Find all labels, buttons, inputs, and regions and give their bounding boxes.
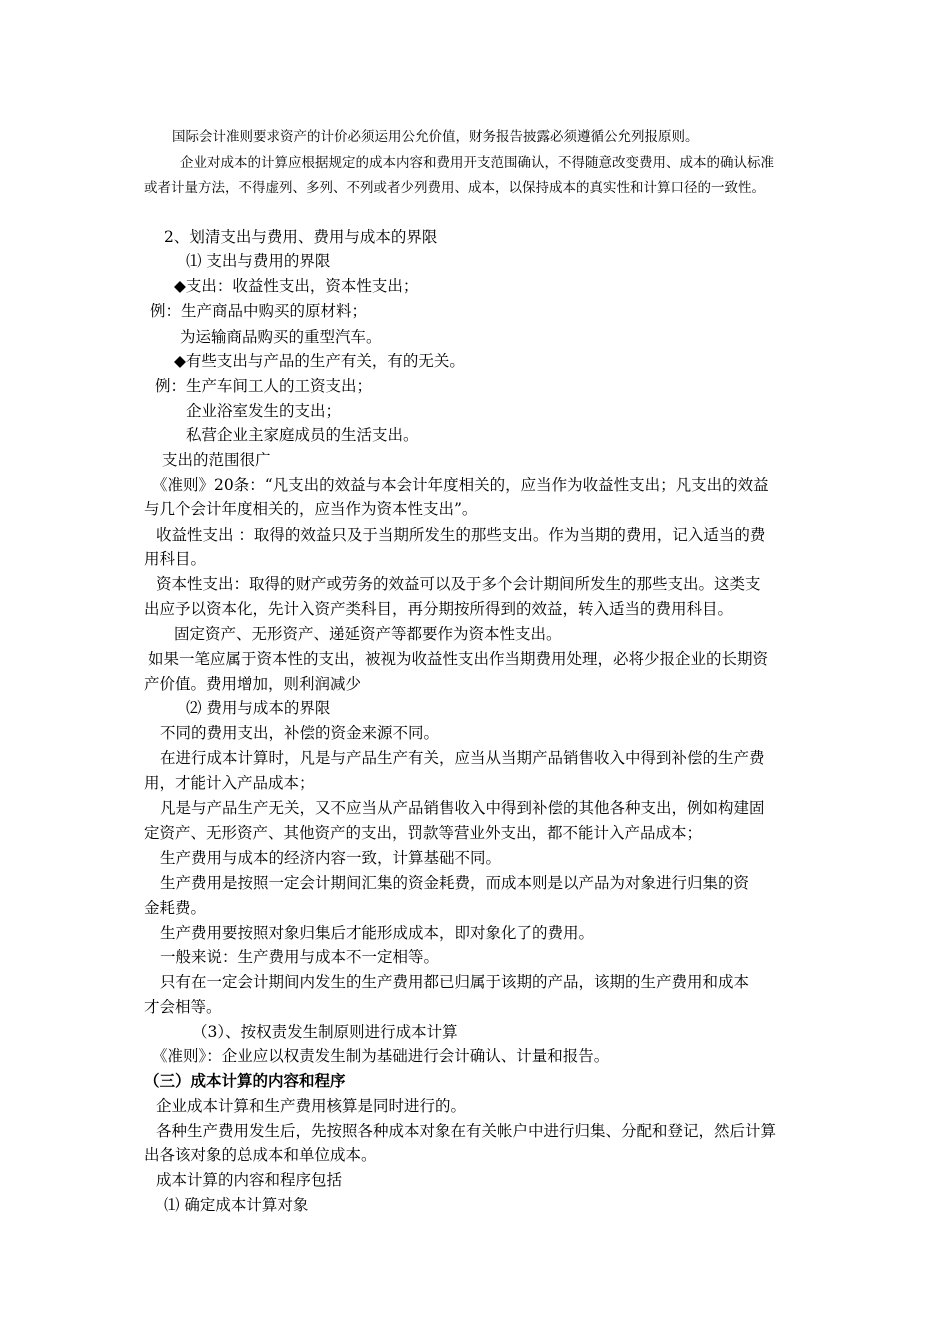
subsection-heading: （3）、按权责发生制原则进行成本计算 [192, 1023, 458, 1041]
paragraph-line: 出各该对象的总成本和单位成本。 [144, 1146, 377, 1164]
paragraph-line: 收益性支出 ：取得的效益只及于当期所发生的那些支出。作为当期的费用，记入适当的费 [156, 526, 766, 544]
paragraph-line: 产价值。费用增加，则利润减少 [144, 675, 362, 693]
section-heading-bold: （三）成本计算的内容和程序 [144, 1072, 346, 1090]
bullet-line: ◆有些支出与产品的生产有关，有的无关。 [174, 352, 465, 370]
paragraph-line: 定资产、无形资产、其他资产的支出，罚款等营业外支出，都不能计入产品成本； [144, 824, 703, 842]
paragraph-line: 《准则》20条：“凡支出的效益与本会计年度相关的，应当作为收益性支出；凡支出的效益 [152, 476, 769, 494]
subsection-heading: ⑵ 费用与成本的界限 [186, 699, 331, 717]
bullet-line: ◆支出：收益性支出，资本性支出； [174, 277, 419, 295]
paragraph-line: 在进行成本计算时，凡是与产品生产有关，应当从当期产品销售收入中得到补偿的生产费 [160, 749, 765, 767]
paragraph-line: 例：生产商品中购买的原材料； [150, 302, 368, 320]
paragraph-line: 用，才能计入产品成本； [144, 774, 315, 792]
paragraph-line: 各种生产费用发生后，先按照各种成本对象在有关帐户中进行归集、分配和登记，然后计算 [156, 1122, 777, 1140]
paragraph-line: 国际会计准则要求资产的计价必须运用公允价值，财务报告披露必须遵循公允列报原则。 [172, 129, 699, 145]
subsection-heading: ⑴ 确定成本计算对象 [164, 1196, 309, 1214]
paragraph-line: 用科目。 [144, 550, 207, 568]
paragraph-line: 为运输商品购买的重型汽车。 [180, 328, 382, 346]
paragraph-line: 固定资产、无形资产、递延资产等都要作为资本性支出。 [174, 625, 562, 643]
paragraph-line: 《准则》：企业应以权责发生制为基础进行会计确认、计量和报告。 [152, 1047, 610, 1065]
paragraph-line: 生产费用是按照一定会计期间汇集的资金耗费，而成本则是以产品为对象进行归集的资 [160, 874, 750, 892]
paragraph-line: 一般来说：生产费用与成本不一定相等。 [160, 948, 440, 966]
paragraph-line: 如果一笔应属于资本性的支出，被视为收益性支出作当期费用处理，必将少报企业的长期资 [148, 650, 769, 668]
paragraph-line: 出应予以资本化，先计入资产类科目，再分期按所得到的效益，转入适当的费用科目。 [144, 600, 734, 618]
paragraph-line: 企业浴室发生的支出； [186, 402, 342, 420]
paragraph-line: 生产费用与成本的经济内容一致，计算基础不同。 [160, 849, 502, 867]
paragraph-line: 企业成本计算和生产费用核算是同时进行的。 [156, 1097, 467, 1115]
paragraph-line: 例：生产车间工人的工资支出； [155, 377, 373, 395]
paragraph-line: 或者计量方法，不得虚列、多列、不列或者少列费用、成本，以保持成本的真实性和计算口径的一致性。 [144, 180, 765, 196]
paragraph-line: 生产费用要按照对象归集后才能形成成本，即对象化了的费用。 [160, 924, 595, 942]
paragraph-line: 凡是与产品生产无关，又不应当从产品销售收入中得到补偿的其他各种支出，例如构建固 [160, 799, 765, 817]
paragraph-line: 才会相等。 [144, 998, 222, 1016]
paragraph-line: 金耗费。 [144, 899, 207, 917]
paragraph-line: 企业对成本的计算应根据规定的成本内容和费用开支范围确认，不得随意改变费用、成本的确认标准 [180, 155, 774, 171]
paragraph-line: 只有在一定会计期间内发生的生产费用都已归属于该期的产品，该期的生产费用和成本 [160, 973, 750, 991]
paragraph-line: 成本计算的内容和程序包括 [156, 1171, 343, 1189]
paragraph-line: 私营企业主家庭成员的生活支出。 [186, 426, 419, 444]
paragraph-line: 支出的范围很广 [162, 451, 271, 469]
paragraph-line: 与几个会计年度相关的，应当作为资本性支出”。 [144, 500, 478, 518]
subsection-heading: ⑴ 支出与费用的界限 [186, 252, 331, 270]
paragraph-line: 资本性支出：取得的财产或劳务的效益可以及于多个会计期间所发生的那些支出。这类支 [156, 575, 761, 593]
section-heading: 2、划清支出与费用、费用与成本的界限 [164, 228, 438, 246]
paragraph-line: 不同的费用支出，补偿的资金来源不同。 [160, 724, 440, 742]
